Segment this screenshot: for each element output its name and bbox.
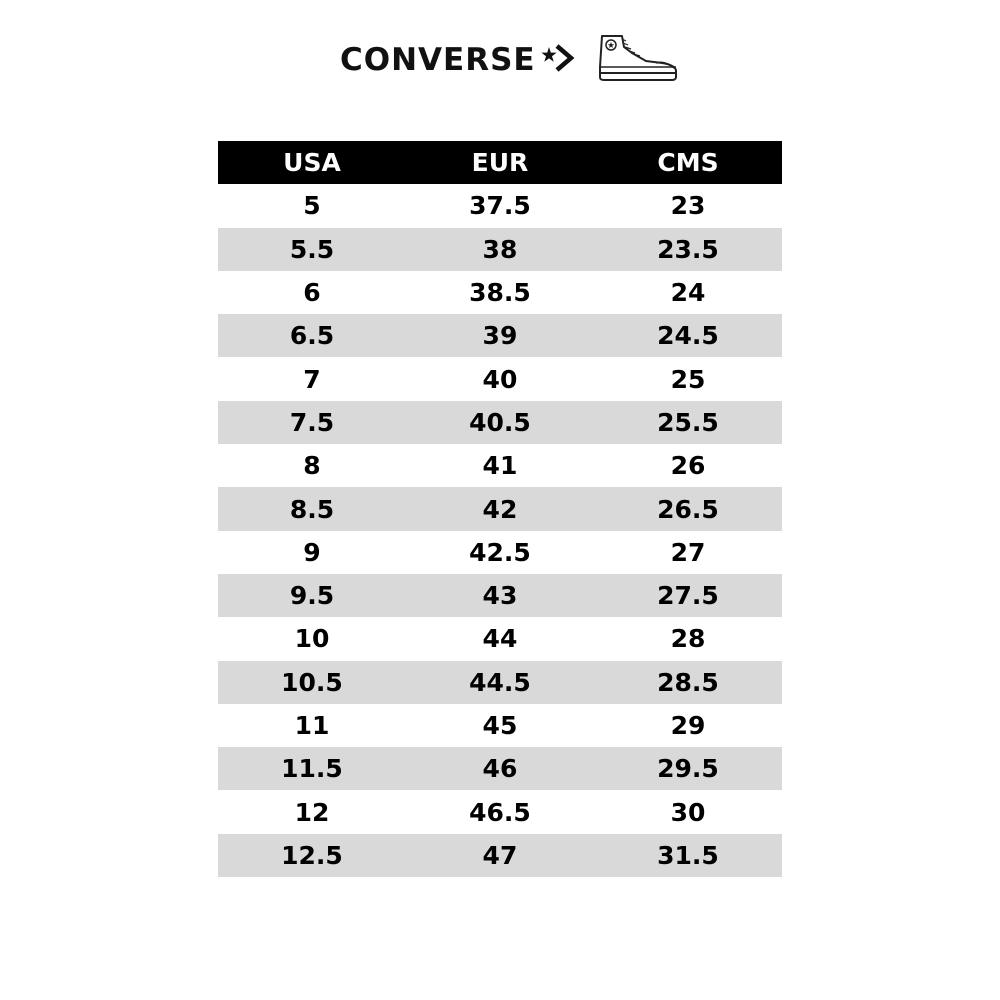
brand-header (340, 34, 680, 86)
cell-eur: 40 (482, 364, 518, 394)
cell-eur: 46 (482, 754, 518, 784)
size-chart-table (218, 141, 782, 877)
brand-wordmark: CONVERSE (340, 41, 536, 78)
cell-usa: 8 (303, 451, 321, 481)
cell-eur: 46.5 (469, 797, 531, 827)
table-row (218, 661, 782, 704)
cell-usa: 12 (294, 797, 330, 827)
cell-cms: 23.5 (657, 234, 719, 264)
cell-usa: 6 (303, 278, 321, 308)
table-row (218, 617, 782, 660)
cell-cms: 25 (670, 364, 706, 394)
cell-usa: 7 (303, 364, 321, 394)
table-row (218, 357, 782, 400)
cell-usa: 11 (294, 711, 330, 740)
cell-eur: 44 (482, 624, 518, 654)
table-row (218, 401, 782, 444)
cell-eur: 43 (482, 581, 518, 611)
column-header-usa: USA (283, 148, 341, 178)
cell-eur: 39 (482, 321, 518, 351)
cell-usa: 6.5 (289, 321, 335, 351)
table-header-row (218, 141, 782, 184)
cell-eur: 37.5 (469, 191, 531, 221)
table-header (218, 141, 782, 184)
cell-usa: 10.5 (281, 667, 343, 697)
table-row (218, 790, 782, 833)
cell-cms: 26 (670, 451, 706, 481)
table-row (218, 184, 782, 227)
cell-eur: 42.5 (469, 537, 531, 567)
cell-cms: 24.5 (657, 321, 719, 351)
cell-cms: 24 (670, 278, 706, 308)
cell-cms: 26.5 (657, 494, 719, 524)
table-row (218, 228, 782, 271)
cell-usa: 11.5 (281, 754, 343, 784)
cell-cms: 27 (670, 537, 706, 567)
table-row (218, 704, 782, 747)
column-header-cms: CMS (657, 148, 719, 178)
table-row (218, 444, 782, 487)
cell-cms: 23 (670, 191, 706, 221)
cell-eur: 44.5 (469, 667, 531, 697)
cell-eur: 42 (482, 494, 518, 524)
table-row (218, 314, 782, 357)
star-chevron-icon (540, 43, 576, 78)
cell-usa: 8.5 (289, 494, 335, 524)
table-row (218, 531, 782, 574)
cell-cms: 29.5 (657, 754, 719, 784)
cell-eur: 40.5 (469, 407, 531, 437)
cell-cms: 31.5 (657, 840, 719, 870)
cell-usa: 9 (303, 537, 321, 567)
column-header-eur: EUR (471, 148, 529, 178)
cell-usa: 7.5 (289, 407, 335, 437)
cell-eur: 45 (482, 711, 518, 740)
table-row (218, 574, 782, 617)
cell-usa: 9.5 (289, 581, 335, 611)
cell-usa: 10 (294, 624, 330, 654)
cell-usa: 12.5 (281, 840, 343, 870)
table-row (218, 271, 782, 314)
cell-eur: 38 (482, 234, 518, 264)
table-row (218, 834, 782, 877)
cell-cms: 29 (670, 711, 706, 740)
cell-eur: 41 (482, 451, 518, 481)
cell-cms: 25.5 (657, 407, 719, 437)
cell-usa: 5.5 (289, 234, 335, 264)
table-row (218, 747, 782, 790)
cell-cms: 28 (670, 624, 706, 654)
cell-eur: 47 (482, 840, 518, 870)
cell-cms: 28.5 (657, 667, 719, 697)
cell-usa: 5 (303, 191, 321, 221)
cell-cms: 27.5 (657, 581, 719, 611)
table-row (218, 487, 782, 530)
high-top-sneaker-icon (596, 33, 680, 88)
cell-cms: 30 (670, 797, 706, 827)
table-body (218, 184, 782, 877)
cell-eur: 38.5 (469, 278, 531, 308)
